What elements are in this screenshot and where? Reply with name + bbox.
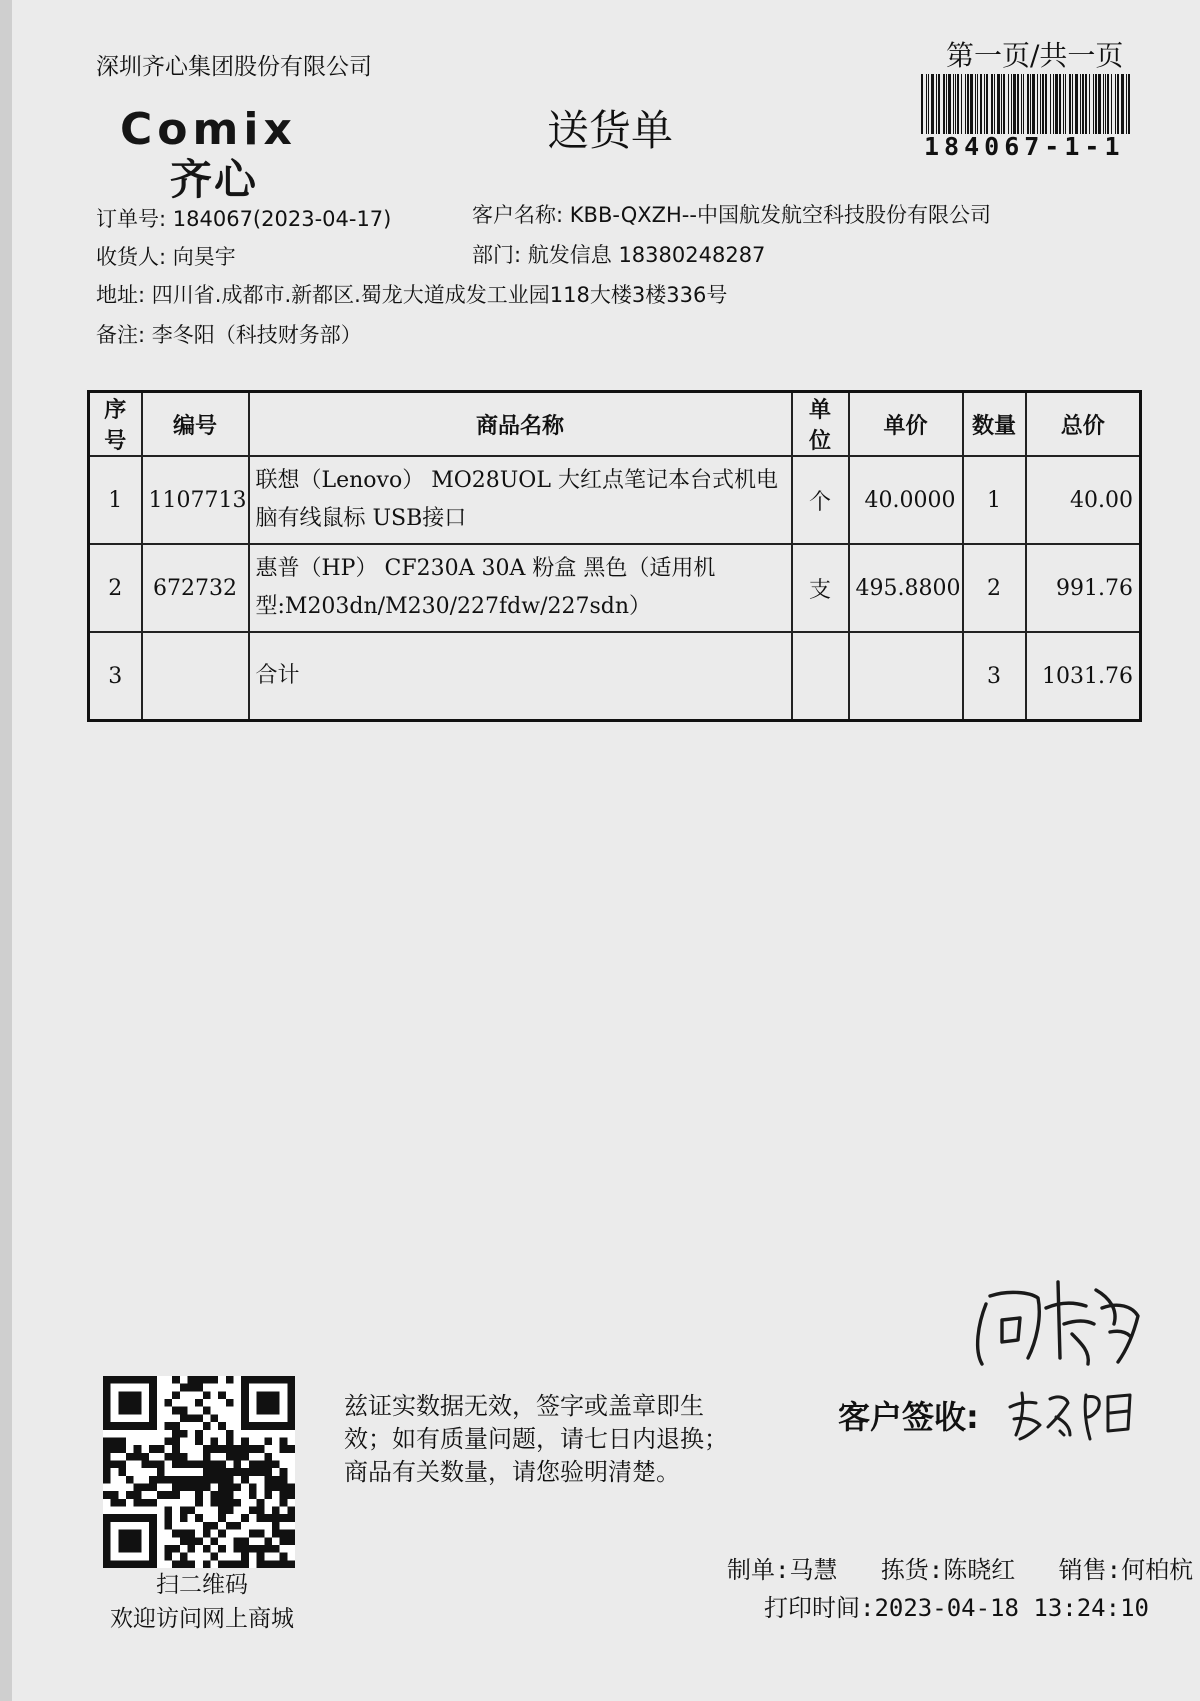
cell-code: 1107713	[142, 456, 249, 544]
header-total: 总价	[1026, 392, 1141, 457]
table-total-row	[89, 632, 1141, 721]
customer-signature	[1004, 1385, 1144, 1443]
cell-qty: 2	[963, 544, 1026, 632]
notice-line: 效；如有质量问题，请七日内退换；	[344, 1425, 728, 1453]
company-name: 深圳齐心集团股份有限公司	[96, 54, 372, 80]
document-title: 送货单	[547, 106, 674, 155]
customer-value: KBB-QXZH--中国航发航空科技股份有限公司	[569, 203, 991, 227]
cell-name: 惠普（HP） CF230A 30A 粉盒 黑色（适用机型:M203dn/M230/227fdw/227sdn）	[249, 544, 792, 632]
cell-price	[849, 632, 963, 721]
table-header-row	[89, 392, 1141, 457]
handwritten-signature	[968, 1262, 1148, 1374]
cell-unit: 个	[792, 456, 849, 544]
delivery-note	[12, 0, 1200, 1701]
customer-label: 客户名称:	[472, 203, 564, 227]
receiver-label: 收货人:	[96, 245, 167, 269]
header-unit: 单位	[792, 392, 849, 457]
address	[96, 279, 727, 309]
picker: 拣货:陈晓红	[880, 1556, 1016, 1584]
notice-line: 商品有关数量，请您验明清楚。	[344, 1458, 680, 1486]
receiver	[96, 241, 236, 271]
order-number-value: 184067(2023-04-17)	[172, 207, 392, 231]
cell-price: 40.0000	[849, 456, 963, 544]
cell-unit	[792, 632, 849, 721]
notice-text	[344, 1390, 728, 1489]
customer-sign-label: 客户签收:	[838, 1398, 979, 1436]
cell-total: 991.76	[1026, 544, 1141, 632]
logo-latin: Comix	[120, 104, 297, 155]
remark	[96, 319, 362, 349]
order-number	[96, 203, 391, 233]
table-row	[89, 456, 1141, 544]
qr-caption-scan: 扫二维码	[156, 1572, 248, 1598]
department	[472, 239, 765, 269]
cell-qty: 3	[963, 632, 1026, 721]
table-row	[89, 544, 1141, 632]
cell-name: 合计	[249, 632, 792, 721]
header-price: 单价	[849, 392, 963, 457]
cell-price: 495.8800	[849, 544, 963, 632]
address-value: 四川省.成都市.新都区.蜀龙大道成发工业园118大楼3楼336号	[151, 283, 728, 307]
cell-code: 672732	[142, 544, 249, 632]
footer-staff	[727, 1550, 1193, 1585]
cell-seq: 3	[89, 632, 142, 721]
header-seq: 序号	[89, 392, 142, 457]
barcode	[919, 74, 1137, 134]
cell-code	[142, 632, 249, 721]
customer-name	[472, 199, 991, 229]
logo-chinese: 齐心	[170, 155, 259, 200]
cell-total: 1031.76	[1026, 632, 1141, 721]
remark-label: 备注:	[96, 323, 146, 347]
seller: 销售:何柏杭	[1058, 1556, 1194, 1584]
cell-total: 40.00	[1026, 456, 1141, 544]
items-table	[87, 390, 1142, 722]
header-qty: 数量	[963, 392, 1026, 457]
page-info: 第一页/共一页	[946, 39, 1124, 72]
cell-unit: 支	[792, 544, 849, 632]
maker: 制单:马慧	[727, 1556, 838, 1584]
comix-logo	[116, 104, 352, 200]
cell-qty: 1	[963, 456, 1026, 544]
qr-code	[103, 1376, 295, 1568]
cell-seq: 2	[89, 544, 142, 632]
address-label: 地址:	[96, 283, 146, 307]
receiver-value: 向昊宇	[172, 245, 236, 269]
header-code: 编号	[142, 392, 249, 457]
department-value: 航发信息 18380248287	[527, 243, 766, 267]
print-time: 打印时间:2023-04-18 13:24:10	[764, 1594, 1149, 1622]
qr-caption-mall: 欢迎访问网上商城	[110, 1606, 294, 1632]
order-number-label: 订单号:	[96, 207, 167, 231]
cell-name: 联想（Lenovo） MO28UOL 大红点笔记本台式机电脑有线鼠标 USB接口	[249, 456, 792, 544]
cell-seq: 1	[89, 456, 142, 544]
header-name: 商品名称	[249, 392, 792, 457]
remark-value: 李冬阳（科技财务部）	[151, 323, 362, 347]
department-label: 部门:	[472, 243, 522, 267]
notice-line: 兹证实数据无效，签字或盖章即生	[344, 1392, 704, 1420]
barcode-number: 184067-1-1	[924, 132, 1125, 161]
